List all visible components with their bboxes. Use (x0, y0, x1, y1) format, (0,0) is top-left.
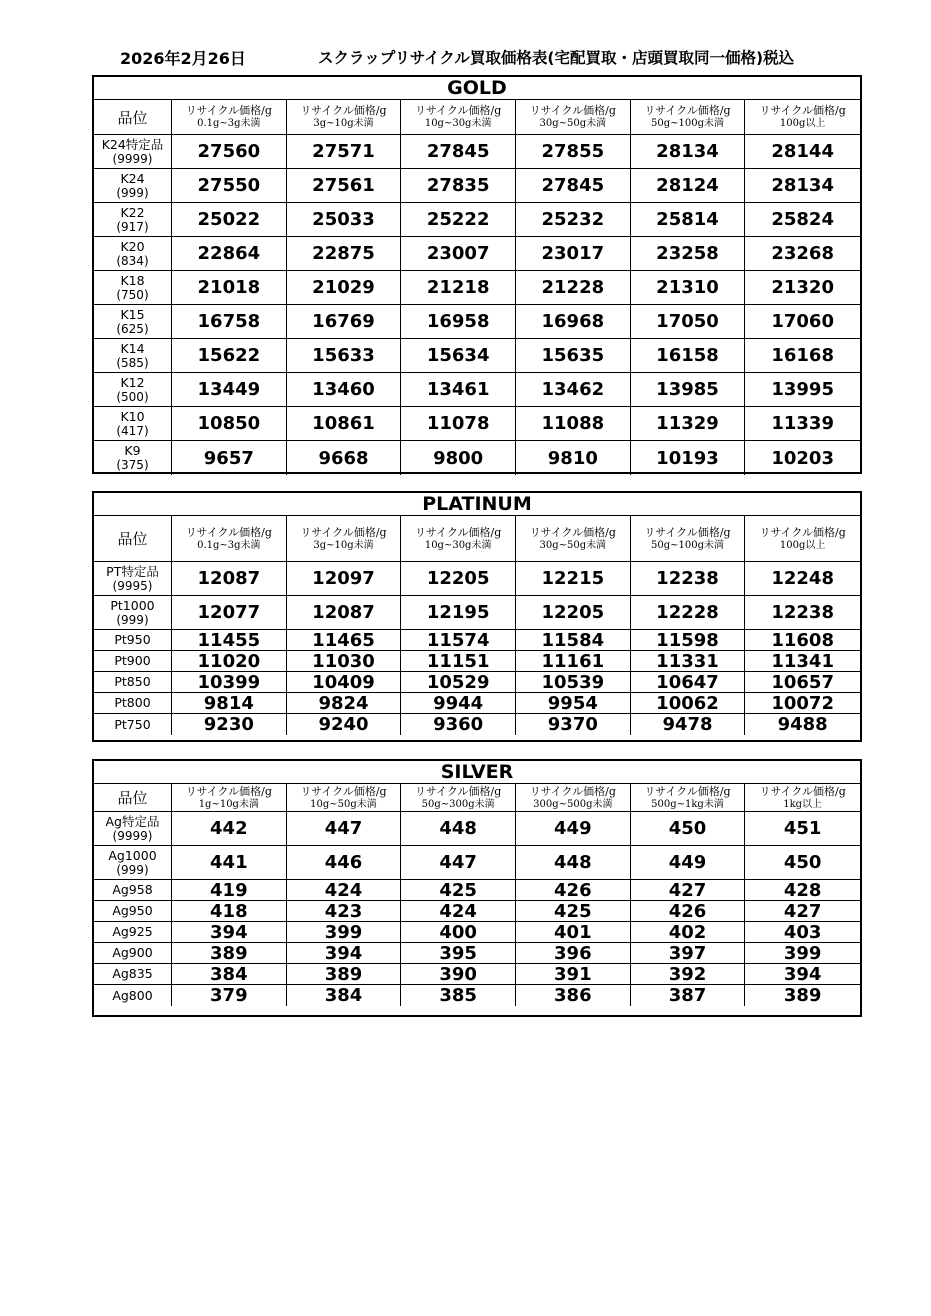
price-cell: 23258 (631, 237, 746, 271)
price-cell: 447 (287, 812, 402, 846)
price-cell: 10399 (172, 672, 287, 693)
column-label: リサイクル価格/g (759, 104, 846, 117)
grade-cell (94, 672, 172, 693)
price-cell: 10062 (631, 693, 746, 714)
price-cell: 21029 (287, 271, 402, 305)
grade-name: Pt750 (114, 716, 151, 732)
silver-price-table (92, 759, 862, 1017)
price-column-header (287, 516, 402, 562)
price-cell: 450 (745, 846, 860, 880)
grade-cell (94, 441, 172, 475)
price-cell: 424 (401, 901, 516, 922)
grade-cell (94, 169, 172, 203)
grade-purity: (417) (116, 423, 149, 438)
price-cell: 389 (172, 943, 287, 964)
price-cell: 10072 (745, 693, 860, 714)
price-cell: 15635 (516, 339, 631, 373)
grade-cell (94, 943, 172, 964)
grade-name: K24特定品 (101, 136, 164, 152)
price-cell: 27561 (287, 169, 402, 203)
grade-cell (94, 812, 172, 846)
column-weight-range: 300g~500g未満 (533, 798, 613, 810)
price-cell: 425 (401, 880, 516, 901)
grade-name: Pt850 (114, 674, 151, 689)
price-cell: 25232 (516, 203, 631, 237)
grade-column-header: 品位 (94, 516, 172, 562)
grade-cell (94, 339, 172, 373)
grade-cell (94, 271, 172, 305)
grade-purity: (9999) (112, 151, 153, 166)
price-cell: 384 (172, 964, 287, 985)
grade-cell (94, 846, 172, 880)
column-weight-range: 30g~50g未満 (539, 118, 607, 129)
grade-cell (94, 373, 172, 407)
grade-purity: (500) (116, 389, 149, 404)
price-cell: 394 (745, 964, 860, 985)
price-cell: 9240 (287, 714, 402, 735)
price-cell: 390 (401, 964, 516, 985)
price-cell: 11598 (631, 630, 746, 651)
price-cell: 10539 (516, 672, 631, 693)
grade-name: K20 (120, 238, 145, 254)
price-cell: 27835 (401, 169, 516, 203)
price-cell: 12215 (516, 562, 631, 596)
price-cell: 16958 (401, 305, 516, 339)
grade-cell (94, 237, 172, 271)
column-weight-range: 3g~10g未満 (313, 539, 374, 551)
price-column-header (401, 784, 516, 812)
price-cell: 11161 (516, 651, 631, 672)
price-cell: 25022 (172, 203, 287, 237)
price-column-header (287, 784, 402, 812)
price-cell: 16968 (516, 305, 631, 339)
price-cell: 28134 (745, 169, 860, 203)
price-cell: 10193 (631, 441, 746, 475)
column-label: リサイクル価格/g (300, 784, 387, 798)
price-cell: 400 (401, 922, 516, 943)
price-cell: 399 (745, 943, 860, 964)
price-cell: 12205 (401, 562, 516, 596)
grade-purity: (625) (116, 321, 149, 336)
price-cell: 11030 (287, 651, 402, 672)
price-grid (94, 516, 860, 735)
grade-cell (94, 651, 172, 672)
column-weight-range: 30g~50g未満 (539, 539, 607, 551)
grade-purity: (9995) (112, 578, 153, 593)
price-cell: 11608 (745, 630, 860, 651)
price-date: 2026年2月26日 (120, 49, 246, 68)
grade-name: Ag1000 (108, 847, 157, 863)
column-weight-range: 0.1g~3g未満 (197, 539, 261, 551)
price-cell: 394 (172, 922, 287, 943)
grade-name: Pt1000 (110, 597, 155, 613)
price-cell: 384 (287, 985, 402, 1006)
price-cell: 9824 (287, 693, 402, 714)
price-cell: 387 (631, 985, 746, 1006)
price-cell: 13985 (631, 373, 746, 407)
price-cell: 27855 (516, 135, 631, 169)
price-cell: 425 (516, 901, 631, 922)
grade-cell (94, 880, 172, 901)
column-weight-range: 10g~30g未満 (424, 539, 492, 551)
section-title: GOLD (94, 77, 860, 100)
grade-name: Ag900 (112, 945, 153, 960)
grade-name: K24 (120, 170, 145, 186)
price-cell: 15622 (172, 339, 287, 373)
column-label: リサイクル価格/g (529, 525, 616, 539)
price-cell: 10203 (771, 447, 834, 469)
price-cell: 9488 (777, 714, 828, 735)
price-cell: 28124 (631, 169, 746, 203)
grade-cell (94, 901, 172, 922)
price-column-header (172, 516, 287, 562)
grade-purity: (585) (116, 355, 149, 370)
column-label: リサイクル価格/g (529, 104, 616, 117)
price-cell: 427 (631, 880, 746, 901)
price-cell: 379 (172, 985, 287, 1006)
price-cell: 451 (745, 812, 860, 846)
column-label: リサイクル価格/g (415, 525, 502, 539)
price-cell: 10657 (745, 672, 860, 693)
price-cell: 21018 (172, 271, 287, 305)
column-weight-range: 1g~10g未満 (198, 798, 259, 810)
price-cell: 424 (287, 880, 402, 901)
price-cell: 12228 (631, 596, 746, 630)
grade-purity: (999) (116, 185, 149, 200)
price-column-header (745, 100, 860, 135)
grade-cell (94, 630, 172, 651)
section-title: PLATINUM (94, 493, 860, 516)
price-cell: 9814 (172, 693, 287, 714)
column-label: リサイクル価格/g (415, 784, 502, 798)
price-cell: 22875 (287, 237, 402, 271)
price-cell: 17050 (631, 305, 746, 339)
price-cell: 10529 (401, 672, 516, 693)
price-cell: 394 (287, 943, 402, 964)
price-cell: 426 (516, 880, 631, 901)
grade-purity: (999) (116, 862, 149, 877)
grade-name: Ag特定品 (105, 813, 160, 829)
price-cell: 17060 (745, 305, 860, 339)
column-label: リサイクル価格/g (185, 104, 272, 117)
grade-cell (94, 562, 172, 596)
price-cell: 9944 (401, 693, 516, 714)
grade-name: Ag800 (112, 987, 153, 1003)
grade-name: K22 (120, 204, 145, 220)
price-cell: 16758 (172, 305, 287, 339)
price-cell: 403 (745, 922, 860, 943)
grade-name: K10 (120, 408, 145, 424)
price-cell: 16168 (745, 339, 860, 373)
price-cell: 419 (172, 880, 287, 901)
column-weight-range: 50g~100g未満 (650, 539, 724, 551)
price-cell: 11151 (401, 651, 516, 672)
gold-price-table (92, 75, 862, 474)
column-label: リサイクル価格/g (300, 525, 387, 539)
grade-cell (94, 922, 172, 943)
column-label: リサイクル価格/g (644, 104, 731, 117)
grade-purity: (750) (116, 287, 149, 302)
price-column-header (631, 516, 746, 562)
grade-cell (94, 964, 172, 985)
price-cell: 399 (287, 922, 402, 943)
grade-cell (94, 305, 172, 339)
price-cell: 13995 (745, 373, 860, 407)
price-cell: 448 (516, 846, 631, 880)
grade-cell (94, 407, 172, 441)
price-column-header (745, 784, 860, 812)
grade-cell (94, 596, 172, 630)
price-cell: 397 (631, 943, 746, 964)
price-cell: 9810 (516, 441, 631, 475)
grade-column-header: 品位 (94, 784, 172, 812)
grade-cell (94, 985, 172, 1006)
grade-name: Ag835 (112, 966, 153, 981)
price-column-header (172, 100, 287, 135)
grade-purity: (999) (116, 612, 149, 627)
price-cell: 28134 (631, 135, 746, 169)
price-cell: 22864 (172, 237, 287, 271)
price-cell: 447 (401, 846, 516, 880)
grade-cell (94, 135, 172, 169)
price-cell: 12238 (745, 596, 860, 630)
platinum-price-table (92, 491, 862, 742)
price-cell: 11341 (745, 651, 860, 672)
column-label: リサイクル価格/g (415, 104, 502, 117)
price-cell: 386 (516, 985, 631, 1006)
grade-purity: (9999) (112, 828, 153, 843)
column-weight-range: 1kg以上 (783, 798, 823, 810)
price-cell: 9657 (172, 441, 287, 475)
price-cell: 11465 (287, 630, 402, 651)
price-column-header (401, 100, 516, 135)
price-cell: 426 (631, 901, 746, 922)
price-cell: 9360 (401, 714, 516, 735)
price-cell: 395 (401, 943, 516, 964)
grade-name: PT特定品 (106, 563, 159, 579)
price-column-header (516, 100, 631, 135)
grade-name: Pt900 (114, 653, 151, 668)
grade-name: Ag925 (112, 924, 153, 939)
column-weight-range: 3g~10g未満 (313, 118, 374, 129)
column-label: リサイクル価格/g (185, 525, 272, 539)
price-cell: 10409 (287, 672, 402, 693)
price-column-header (172, 784, 287, 812)
price-cell: 21310 (631, 271, 746, 305)
grade-name: K18 (120, 272, 145, 288)
price-cell: 11584 (516, 630, 631, 651)
price-cell: 25824 (745, 203, 860, 237)
price-cell: 446 (287, 846, 402, 880)
price-cell: 392 (631, 964, 746, 985)
price-cell: 11339 (745, 407, 860, 441)
price-cell: 10647 (631, 672, 746, 693)
column-label: リサイクル価格/g (759, 525, 846, 539)
price-cell: 13461 (401, 373, 516, 407)
column-weight-range: 0.1g~3g未満 (197, 118, 261, 129)
price-cell: 27845 (516, 169, 631, 203)
price-cell: 418 (172, 901, 287, 922)
price-cell: 27571 (287, 135, 402, 169)
price-cell: 21228 (516, 271, 631, 305)
price-cell: 389 (783, 985, 822, 1006)
price-cell: 27560 (172, 135, 287, 169)
price-cell: 389 (287, 964, 402, 985)
column-weight-range: 10g~30g未満 (424, 118, 492, 129)
price-cell: 441 (172, 846, 287, 880)
price-cell: 11078 (401, 407, 516, 441)
grade-name: Pt950 (114, 632, 151, 647)
grade-purity: (375) (116, 458, 149, 472)
price-cell: 15634 (401, 339, 516, 373)
grade-purity: (917) (116, 219, 149, 234)
price-cell: 11088 (516, 407, 631, 441)
price-cell: 25033 (287, 203, 402, 237)
column-label: リサイクル価格/g (644, 784, 731, 798)
price-cell: 401 (516, 922, 631, 943)
price-cell: 21218 (401, 271, 516, 305)
price-column-header (401, 516, 516, 562)
price-cell: 13462 (516, 373, 631, 407)
price-cell: 450 (631, 812, 746, 846)
column-label: リサイクル価格/g (759, 784, 846, 798)
grade-name: K14 (120, 340, 145, 356)
price-column-header (745, 516, 860, 562)
price-cell: 11455 (172, 630, 287, 651)
price-cell: 27845 (401, 135, 516, 169)
column-label: リサイクル価格/g (644, 525, 731, 539)
price-cell: 12087 (287, 596, 402, 630)
price-cell: 23007 (401, 237, 516, 271)
price-grid (94, 784, 860, 1006)
column-label: リサイクル価格/g (529, 784, 616, 798)
price-cell: 12097 (287, 562, 402, 596)
price-cell: 9954 (516, 693, 631, 714)
price-cell: 12195 (401, 596, 516, 630)
price-cell: 25814 (631, 203, 746, 237)
grade-name: Ag958 (112, 882, 153, 897)
price-cell: 427 (745, 901, 860, 922)
grade-cell (94, 203, 172, 237)
price-cell: 23017 (516, 237, 631, 271)
section-title: SILVER (94, 761, 860, 784)
price-cell: 13460 (287, 373, 402, 407)
column-weight-range: 50g~100g未満 (650, 118, 724, 129)
price-cell: 9230 (172, 714, 287, 735)
price-cell: 16158 (631, 339, 746, 373)
price-cell: 11020 (172, 651, 287, 672)
price-cell: 11574 (401, 630, 516, 651)
grade-name: K12 (120, 374, 145, 390)
price-cell: 448 (401, 812, 516, 846)
column-weight-range: 100g以上 (779, 118, 826, 129)
price-cell: 25222 (401, 203, 516, 237)
grade-name: Pt800 (114, 695, 151, 710)
column-weight-range: 100g以上 (779, 539, 826, 551)
price-cell: 16769 (287, 305, 402, 339)
price-cell: 12087 (172, 562, 287, 596)
page-title: スクラップリサイクル買取価格表(宅配買取・店頭買取同一価格)税込 (318, 49, 795, 67)
price-cell: 11329 (631, 407, 746, 441)
price-column-header (287, 100, 402, 135)
price-grid (94, 100, 860, 475)
price-cell: 391 (516, 964, 631, 985)
price-column-header (631, 100, 746, 135)
price-cell: 27550 (172, 169, 287, 203)
price-cell: 21320 (745, 271, 860, 305)
grade-cell (94, 693, 172, 714)
column-weight-range: 50g~300g未満 (421, 798, 495, 810)
price-cell: 423 (287, 901, 402, 922)
grade-column-header: 品位 (94, 100, 172, 135)
column-weight-range: 10g~50g未満 (310, 798, 377, 810)
column-label: リサイクル価格/g (185, 784, 272, 798)
price-cell: 10861 (287, 407, 402, 441)
price-cell: 28144 (745, 135, 860, 169)
price-cell: 12248 (745, 562, 860, 596)
price-column-header (516, 516, 631, 562)
price-cell: 449 (516, 812, 631, 846)
price-cell: 449 (631, 846, 746, 880)
price-column-header (631, 784, 746, 812)
price-cell: 428 (745, 880, 860, 901)
price-cell: 442 (172, 812, 287, 846)
price-cell: 10850 (172, 407, 287, 441)
price-column-header (516, 784, 631, 812)
column-label: リサイクル価格/g (300, 104, 387, 117)
price-cell: 23268 (745, 237, 860, 271)
price-cell: 9800 (401, 441, 516, 475)
price-cell: 13449 (172, 373, 287, 407)
page-header (0, 46, 931, 70)
price-cell: 9370 (516, 714, 631, 735)
column-weight-range: 500g~1kg未満 (651, 798, 724, 810)
grade-cell (94, 714, 172, 735)
price-cell: 402 (631, 922, 746, 943)
price-cell: 12238 (631, 562, 746, 596)
price-cell: 385 (401, 985, 516, 1006)
grade-purity: (834) (116, 253, 149, 268)
price-cell: 9668 (287, 441, 402, 475)
price-cell: 9478 (631, 714, 746, 735)
price-cell: 11331 (631, 651, 746, 672)
price-cell: 396 (516, 943, 631, 964)
price-cell: 15633 (287, 339, 402, 373)
grade-name: K9 (124, 443, 141, 458)
price-cell: 12077 (172, 596, 287, 630)
price-cell: 12205 (516, 596, 631, 630)
grade-name: Ag950 (112, 903, 153, 918)
grade-name: K15 (120, 306, 145, 322)
